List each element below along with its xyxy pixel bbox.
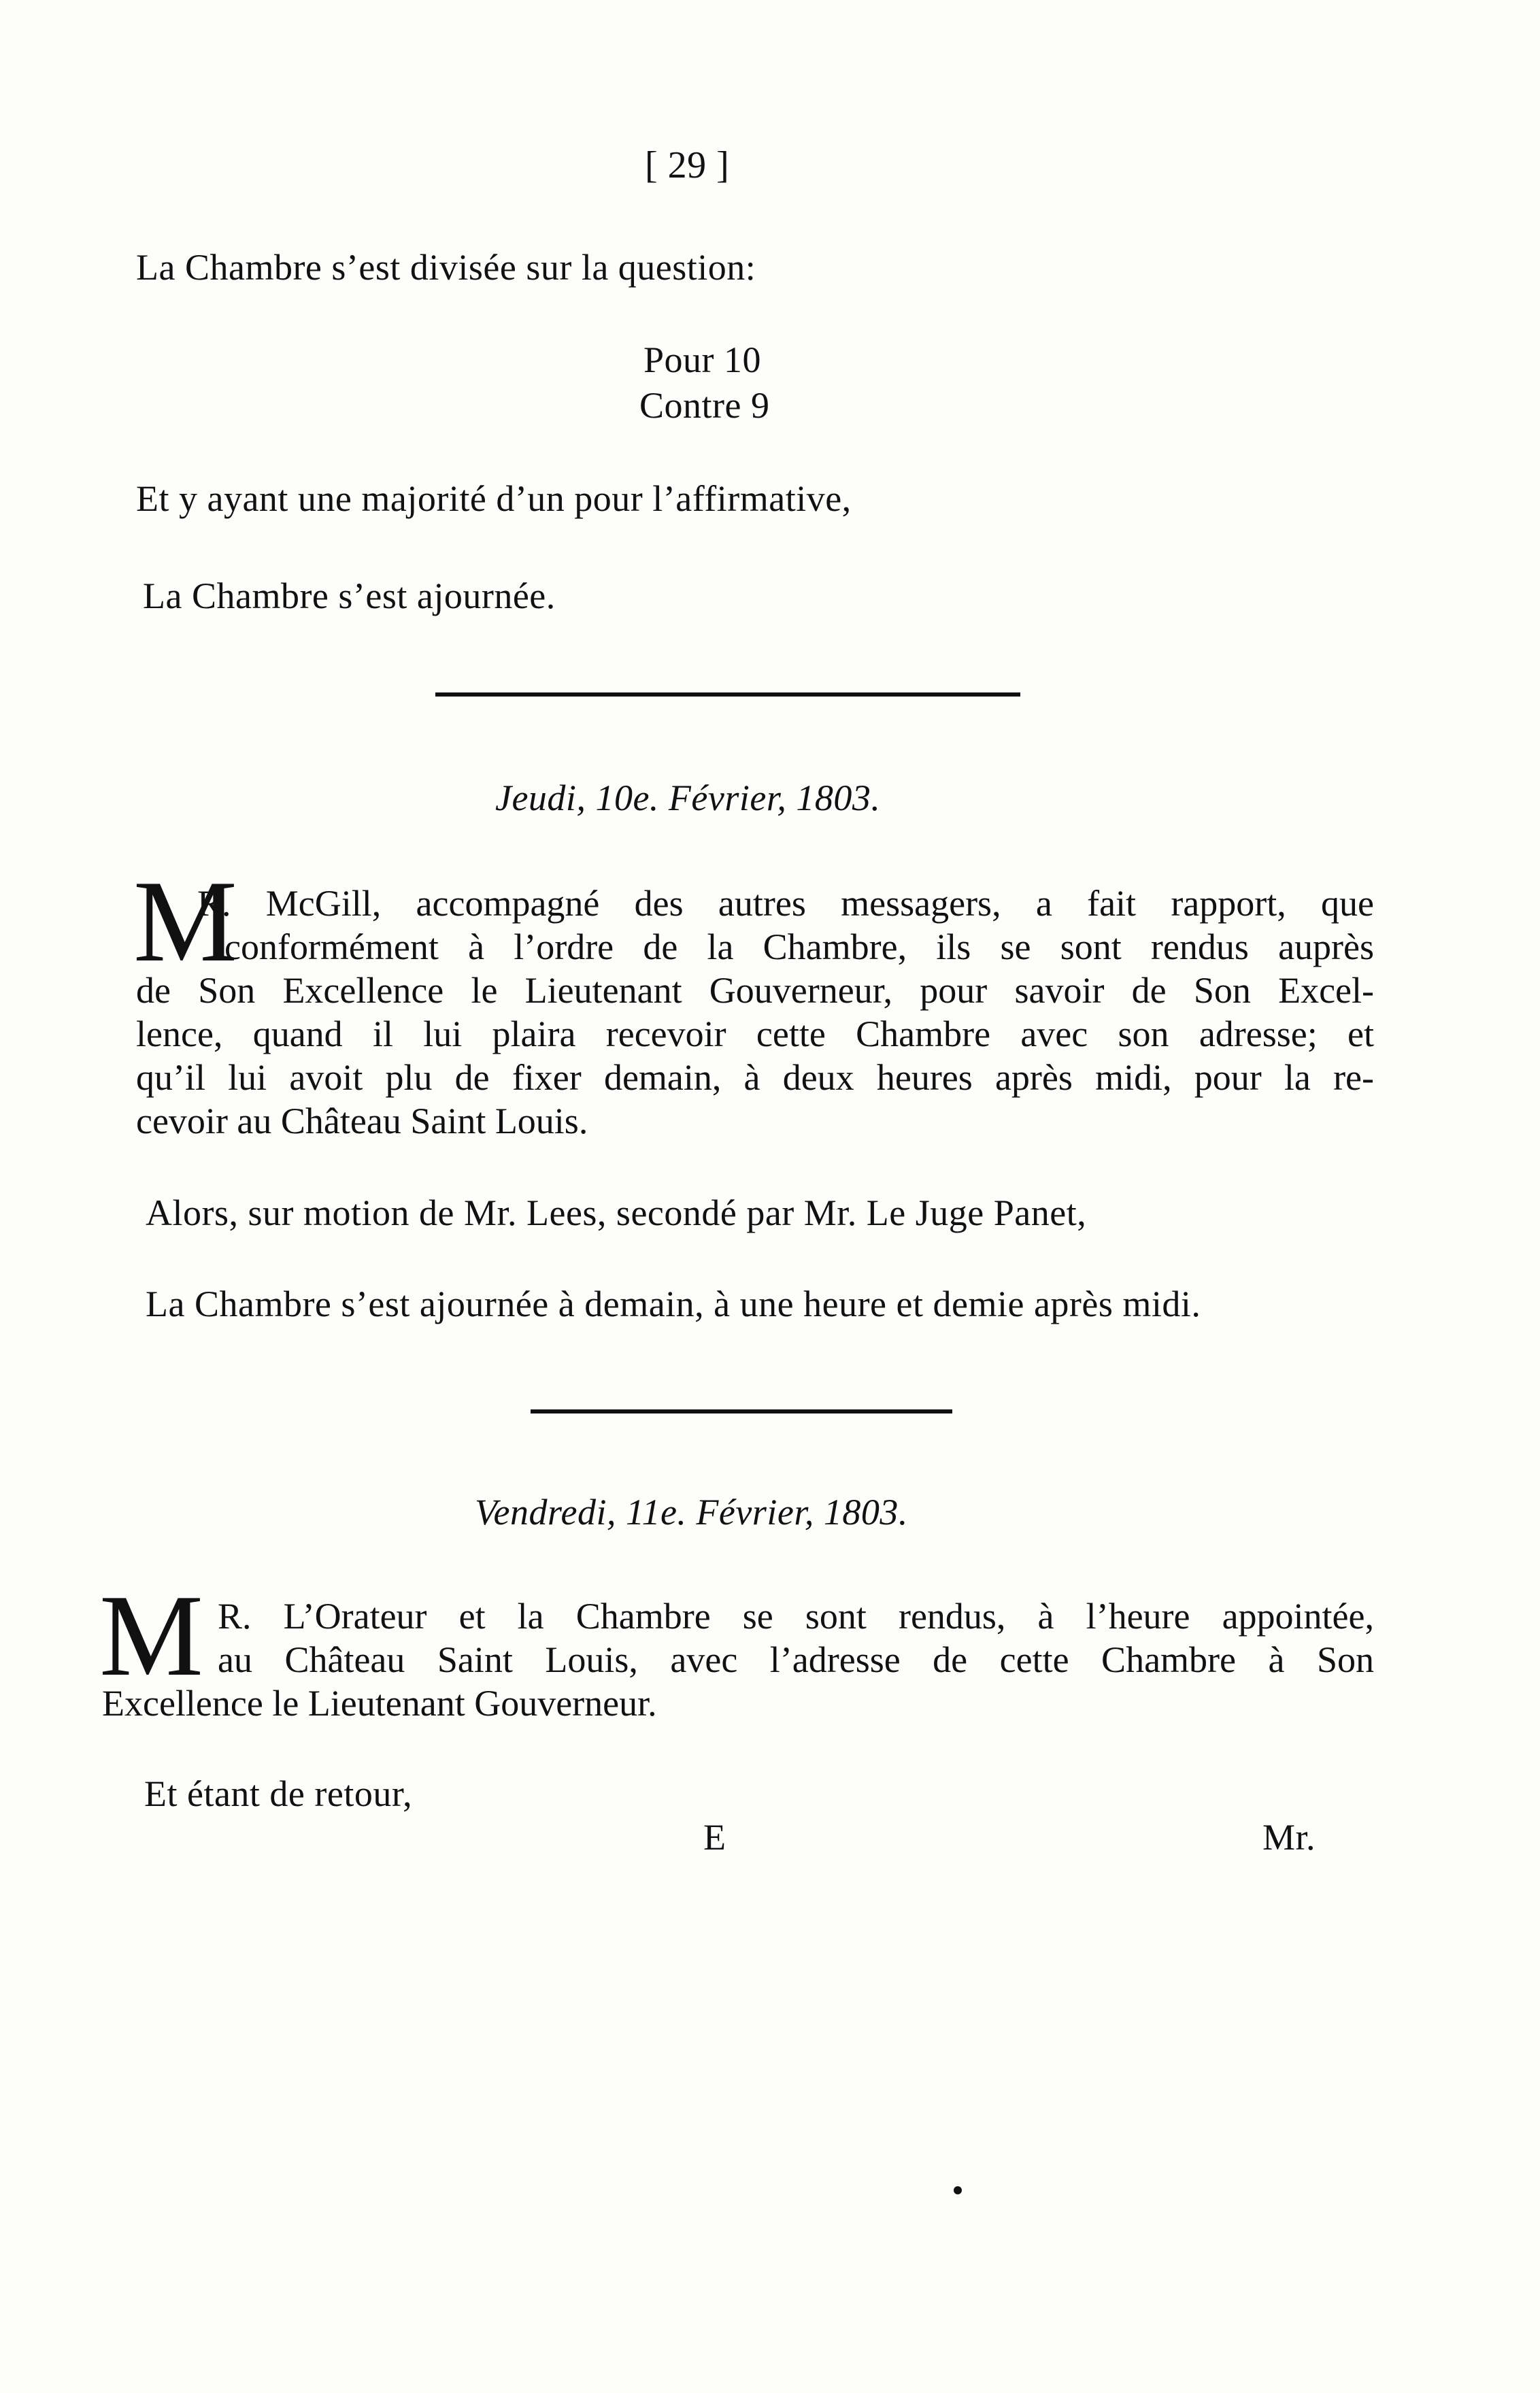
paragraph-line: R. L’Orateur et la Chambre se sont rendus, à l’heure appointée,	[218, 1596, 1374, 1637]
entry-paragraph	[102, 1594, 1374, 1725]
paragraph-line: de Son Excellence le Lieutenant Gouverneur, pour savoir de Son Excel-	[136, 970, 1374, 1011]
majority-statement: Et y ayant une majorité d’un pour l’affirmative,	[136, 478, 852, 519]
drop-cap: M	[99, 1571, 203, 1701]
vote-pour: Pour 10	[643, 339, 762, 380]
paragraph-line: Excellence le Lieutenant Gouverneur.	[102, 1683, 657, 1724]
paragraph-line: cevoir au Château Saint Louis.	[136, 1101, 588, 1141]
adjournment-statement: La Chambre s’est ajournée à demain, à une heure et demie après midi.	[146, 1284, 1201, 1324]
entry-date: Vendredi, 11e. Février, 1803.	[475, 1492, 908, 1533]
paragraph-line: lence, quand il lui plaira recevoir cette Chambre avec son adresse; et	[136, 1014, 1374, 1054]
motion-statement: Alors, sur motion de Mr. Lees, secondé par Mr. Le Juge Panet,	[146, 1192, 1087, 1233]
section-divider	[531, 1409, 952, 1413]
entry-paragraph	[136, 882, 1374, 1143]
paragraph-line: qu’il lui avoit plu de fixer demain, à deux heures après midi, pour la re-	[136, 1057, 1374, 1098]
return-statement: Et étant de retour,	[144, 1773, 413, 1814]
catchword: Mr.	[1262, 1817, 1316, 1858]
drop-cap: M	[133, 857, 237, 986]
vote-contre: Contre 9	[639, 385, 770, 426]
division-intro: La Chambre s’est divisée sur la question:	[136, 247, 756, 288]
paragraph-line: au Château Saint Louis, avec l’adresse de cette Chambre à Son	[218, 1639, 1374, 1680]
adjournment-statement: La Chambre s’est ajournée.	[143, 575, 556, 616]
entry-date: Jeudi, 10e. Février, 1803.	[495, 777, 881, 818]
signature-mark: E	[703, 1817, 726, 1858]
paragraph-line: R. McGill, accompagné des autres messagers, a fait rapport, que	[197, 883, 1374, 924]
section-divider	[435, 692, 1020, 697]
paragraph-line: conformément à l’ordre de la Chambre, ils se sont rendus auprès	[224, 926, 1374, 967]
ink-speck	[954, 2186, 962, 2194]
page-number: [ 29 ]	[645, 144, 730, 186]
